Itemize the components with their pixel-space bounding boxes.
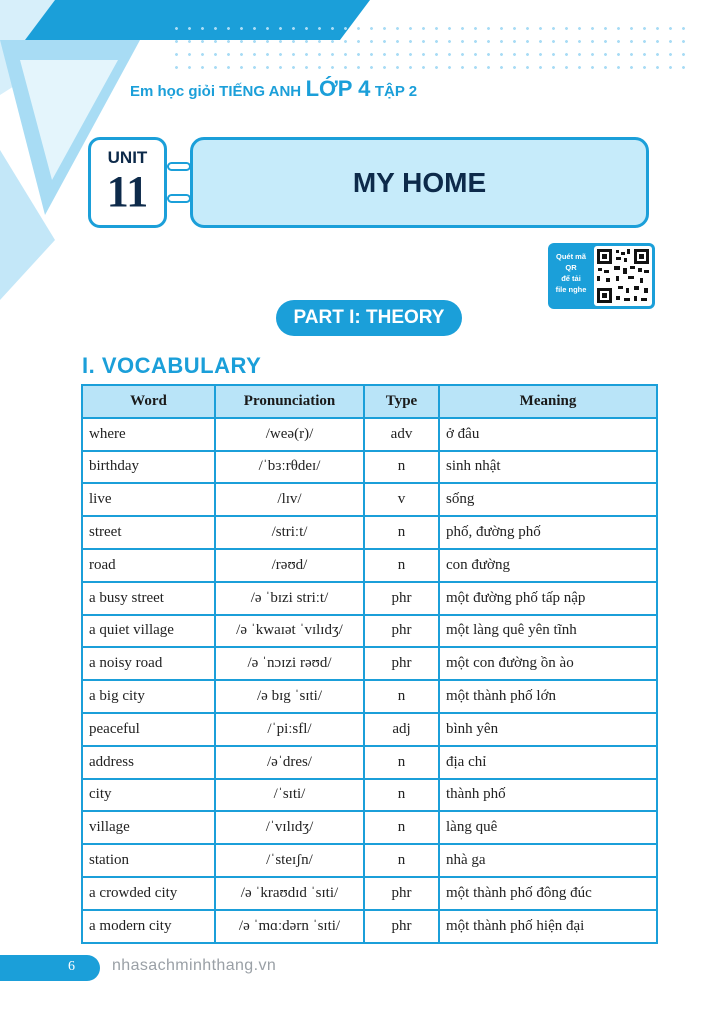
cell-meaning: làng quê (439, 811, 657, 844)
table-row (82, 680, 657, 713)
cell-word: village (82, 811, 215, 844)
table-row (82, 844, 657, 877)
part-title-badge (276, 300, 462, 336)
cell-type: n (364, 549, 439, 582)
vocabulary-table (81, 384, 658, 944)
table-row (82, 910, 657, 943)
page-number: 6 (68, 959, 75, 974)
cell-type: n (364, 680, 439, 713)
cell-meaning: thành phố (439, 779, 657, 812)
unit-label: UNIT (107, 148, 148, 167)
cell-type: phr (364, 877, 439, 910)
cell-type: adj (364, 713, 439, 746)
cell-word: a busy street (82, 582, 215, 615)
book-header (130, 76, 417, 102)
cell-pronunciation: /ˈsteɪʃn/ (215, 844, 364, 877)
cell-pronunciation: /ə ˈnɔɪzi rəʊd/ (215, 647, 364, 680)
cell-word: a modern city (82, 910, 215, 943)
cell-word: address (82, 746, 215, 779)
section-heading: I. VOCABULARY (82, 353, 262, 378)
table-row (82, 615, 657, 648)
cell-word: a noisy road (82, 647, 215, 680)
cell-meaning: sống (439, 483, 657, 516)
table-row (82, 877, 657, 910)
cell-word: road (82, 549, 215, 582)
book-grade: LỚP 4 (305, 76, 371, 101)
header-word: Word (82, 385, 215, 418)
cell-pronunciation: /striːt/ (215, 516, 364, 549)
table-body (82, 418, 657, 943)
cell-word: peaceful (82, 713, 215, 746)
table-row (82, 647, 657, 680)
cell-type: n (364, 811, 439, 844)
cell-word: station (82, 844, 215, 877)
table-row (82, 811, 657, 844)
cell-word: live (82, 483, 215, 516)
cell-meaning: ở đâu (439, 418, 657, 451)
cell-pronunciation: /ə bɪg ˈsɪti/ (215, 680, 364, 713)
cell-word: birthday (82, 451, 215, 484)
table-row (82, 451, 657, 484)
unit-title-box (190, 137, 649, 228)
table-row (82, 418, 657, 451)
cell-pronunciation: /weə(r)/ (215, 418, 364, 451)
cell-word: city (82, 779, 215, 812)
cell-pronunciation: /ˈpiːsfl/ (215, 713, 364, 746)
part-title: PART I: THEORY (293, 307, 445, 328)
table-row (82, 746, 657, 779)
cell-meaning: một làng quê yên tĩnh (439, 615, 657, 648)
cell-meaning: một thành phố lớn (439, 680, 657, 713)
cell-pronunciation: /lɪv/ (215, 483, 364, 516)
table-row (82, 582, 657, 615)
footer-bar (0, 955, 100, 981)
cell-type: adv (364, 418, 439, 451)
cell-meaning: bình yên (439, 713, 657, 746)
cell-type: n (364, 779, 439, 812)
unit-title: MY HOME (352, 166, 487, 198)
cell-type: n (364, 516, 439, 549)
qr-caption: Quét mã QR để tải file nghe (555, 252, 587, 294)
table-row (82, 549, 657, 582)
cell-type: n (364, 844, 439, 877)
table-header-row (82, 385, 657, 418)
cell-word: a crowded city (82, 877, 215, 910)
cell-meaning: địa chỉ (439, 746, 657, 779)
dot-pattern (170, 22, 690, 70)
qr-code-icon[interactable] (594, 246, 652, 306)
cell-meaning: một đường phố tấp nập (439, 582, 657, 615)
cell-pronunciation: /ˈvɪlɪdʒ/ (215, 811, 364, 844)
cell-meaning: nhà ga (439, 844, 657, 877)
cell-type: phr (364, 615, 439, 648)
cell-pronunciation: /ə ˈkwaɪət ˈvɪlɪdʒ/ (215, 615, 364, 648)
cell-meaning: một thành phố hiện đại (439, 910, 657, 943)
cell-type: n (364, 451, 439, 484)
cell-word: a quiet village (82, 615, 215, 648)
cell-meaning: một con đường ồn ào (439, 647, 657, 680)
binder-ring-top (167, 162, 191, 171)
binder-ring-bottom (167, 194, 191, 203)
cell-meaning: một thành phố đông đúc (439, 877, 657, 910)
cell-word: street (82, 516, 215, 549)
header-type: Type (364, 385, 439, 418)
book-title: Em học giỏi TIẾNG ANH (130, 83, 302, 100)
header-meaning: Meaning (439, 385, 657, 418)
cell-pronunciation: /rəʊd/ (215, 549, 364, 582)
cell-type: phr (364, 582, 439, 615)
cell-word: a big city (82, 680, 215, 713)
qr-block[interactable] (548, 243, 655, 309)
cell-pronunciation: /ˈsɪti/ (215, 779, 364, 812)
table-row (82, 516, 657, 549)
table-row (82, 713, 657, 746)
table-row (82, 483, 657, 516)
cell-pronunciation: /ə ˈkraʊdɪd ˈsɪti/ (215, 877, 364, 910)
cell-pronunciation: /ə ˈmɑːdərn ˈsɪti/ (215, 910, 364, 943)
cell-meaning: con đường (439, 549, 657, 582)
cell-word: where (82, 418, 215, 451)
cell-pronunciation: /ə ˈbɪzi striːt/ (215, 582, 364, 615)
cell-type: phr (364, 647, 439, 680)
cell-pronunciation: /ˈbɜːrθdeɪ/ (215, 451, 364, 484)
unit-number: 11 (106, 167, 149, 216)
cell-meaning: sinh nhật (439, 451, 657, 484)
cell-pronunciation: /əˈdres/ (215, 746, 364, 779)
publisher-website: nhasachminhthang.vn (112, 957, 277, 974)
header-pronunciation: Pronunciation (215, 385, 364, 418)
cell-type: phr (364, 910, 439, 943)
table-row (82, 779, 657, 812)
cell-type: v (364, 483, 439, 516)
cell-meaning: phố, đường phố (439, 516, 657, 549)
cell-type: n (364, 746, 439, 779)
book-volume: TẬP 2 (374, 83, 418, 100)
unit-box (88, 137, 167, 228)
